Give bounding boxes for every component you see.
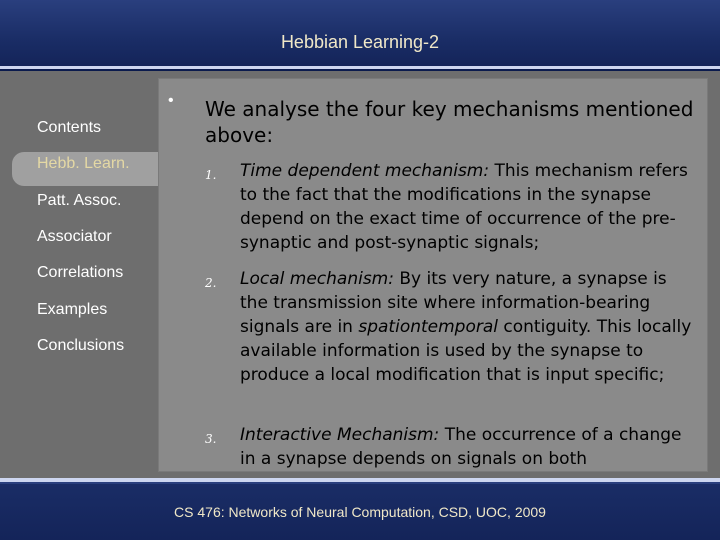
- item-text: This mechanism refers to the fact that the modifications in the synapse depend on the exact time of occurrence of the pre-synaptic and post-synaptic signals;: [240, 161, 688, 253]
- item-text: The occurrence of a change in a synapse depends on signals on both: [240, 425, 682, 469]
- title-stripe-dark: [0, 69, 720, 71]
- sidebar-item-hebb-learn[interactable]: Hebb. Learn.: [37, 155, 130, 172]
- footer-bar: [0, 484, 720, 540]
- item-number: 2.: [205, 276, 217, 290]
- sidebar-item-patt-assoc[interactable]: Patt. Assoc.: [37, 192, 122, 209]
- slide-title: Hebbian Learning-2: [280, 32, 440, 52]
- sidebar-item-contents[interactable]: Contents: [37, 119, 102, 136]
- list-item: [240, 267, 695, 387]
- item-emphasis: spationtemporal: [358, 317, 498, 337]
- item-lead: Local mechanism:: [240, 269, 394, 289]
- sidebar-item-examples[interactable]: Examples: [37, 301, 108, 318]
- item-lead: Time dependent mechanism:: [240, 161, 490, 181]
- title-bar: [0, 0, 720, 66]
- sidebar-item-conclusions[interactable]: Conclusions: [37, 337, 125, 354]
- item-number: 1.: [205, 168, 217, 182]
- item-text: contiguity. This locally available information is used by the synapse to produce a local modification that is input specific;: [240, 317, 692, 385]
- sidebar-item-associator[interactable]: Associator: [37, 228, 112, 245]
- item-lead: Interactive Mechanism:: [240, 425, 440, 445]
- list-item: [240, 423, 695, 471]
- bullet-marker: •: [168, 92, 174, 109]
- sidebar-item-correlations[interactable]: Correlations: [37, 264, 124, 281]
- intro-text: We analyse the four key mechanisms mentioned above:: [205, 97, 694, 147]
- footer-text: CS 476: Networks of Neural Computation, CSD, UOC, 2009: [174, 504, 546, 520]
- item-text: By its very nature, a synapse is the transmission site where information-bearing signals are in: [240, 269, 667, 337]
- item-number: 3.: [205, 432, 217, 446]
- list-item: [240, 159, 695, 255]
